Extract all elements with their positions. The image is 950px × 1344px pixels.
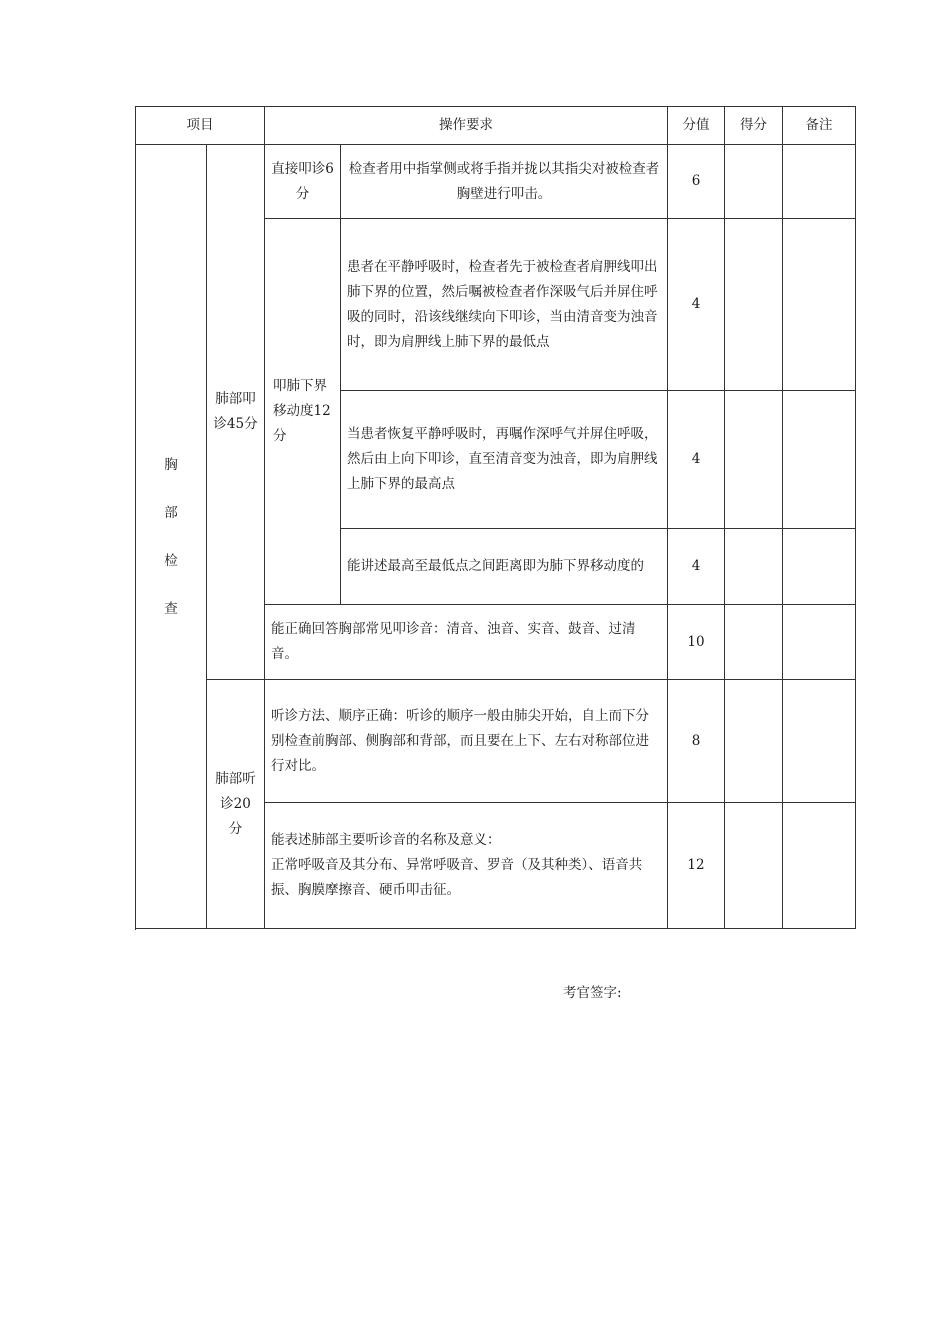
row-requirement: 能正确回答胸部常见叩诊音：清音、浊音、实音、鼓音、过清音。 (265, 605, 668, 680)
section-char: 查 (164, 600, 178, 617)
header-row (136, 107, 856, 145)
row-requirement-line: 正常呼吸音及其分布、异常呼吸音、罗音（及其种类）、语音共振、胸膜摩擦音、硬币叩击征。 (271, 857, 643, 898)
table-row (136, 680, 856, 803)
section-char: 检 (164, 552, 178, 569)
scoring-table (135, 106, 856, 929)
group-percussion: 肺部叩诊45分 (207, 145, 265, 680)
row-requirement: 当患者恢复平静呼吸时，再嘱作深呼气并屏住呼吸，然后由上向下叩诊，直至清音变为浊音，即为肩胛线上肺下界的最高点 (341, 391, 668, 529)
row-requirement: 听诊方法、顺序正确：听诊的顺序一般由肺尖开始，自上而下分别检查前胸部、侧胸部和背部，而且要在上下、左右对称部位进行对比。 (265, 680, 668, 803)
row-requirement: 患者在平静呼吸时，检查者先于被检查者肩胛线叩出肺下界的位置，然后嘱被检查者作深吸气后并屏住呼吸的同时，沿该线继续向下叩诊，当由清音变为浊音时，即为肩胛线上肺下界的最低点 (341, 219, 668, 391)
row-score: 6 (668, 145, 725, 219)
section-char: 部 (164, 504, 178, 521)
points-cell[interactable] (725, 219, 783, 391)
remarks-cell[interactable] (783, 680, 856, 803)
subgroup-lower-border: 叩肺下界移动度12分 (265, 219, 341, 605)
points-cell[interactable] (725, 680, 783, 803)
remarks-cell[interactable] (783, 529, 856, 605)
row-score: 10 (668, 605, 725, 680)
row-score: 4 (668, 529, 725, 605)
header-score: 分值 (668, 107, 725, 145)
header-requirement: 操作要求 (265, 107, 668, 145)
row-requirement: 能讲述最高至最低点之间距离即为肺下界移动度的 (341, 529, 668, 605)
row-requirement (265, 803, 668, 929)
subgroup-direct: 直接叩诊6分 (265, 145, 341, 219)
group-auscultation: 肺部听诊20分 (207, 680, 265, 929)
row-score: 12 (668, 803, 725, 929)
row-requirement-line: 能表述肺部主要听诊音的名称及意义： (271, 832, 501, 848)
section-char: 胸 (164, 456, 178, 473)
remarks-cell[interactable] (783, 605, 856, 680)
points-cell[interactable] (725, 605, 783, 680)
table-row (136, 145, 856, 219)
row-score: 4 (668, 219, 725, 391)
section-label (136, 145, 207, 929)
points-cell[interactable] (725, 529, 783, 605)
row-requirement: 检查者用中指掌侧或将手指并拢以其指尖对被检查者胸壁进行叩击。 (341, 145, 668, 219)
row-score: 8 (668, 680, 725, 803)
remarks-cell[interactable] (783, 803, 856, 929)
remarks-cell[interactable] (783, 391, 856, 529)
header-remarks: 备注 (783, 107, 856, 145)
points-cell[interactable] (725, 145, 783, 219)
row-score: 4 (668, 391, 725, 529)
points-cell[interactable] (725, 803, 783, 929)
remarks-cell[interactable] (783, 219, 856, 391)
header-points: 得分 (725, 107, 783, 145)
header-item: 项目 (136, 107, 265, 145)
remarks-cell[interactable] (783, 145, 856, 219)
points-cell[interactable] (725, 391, 783, 529)
examiner-signature: 考官签字: (563, 985, 622, 1001)
